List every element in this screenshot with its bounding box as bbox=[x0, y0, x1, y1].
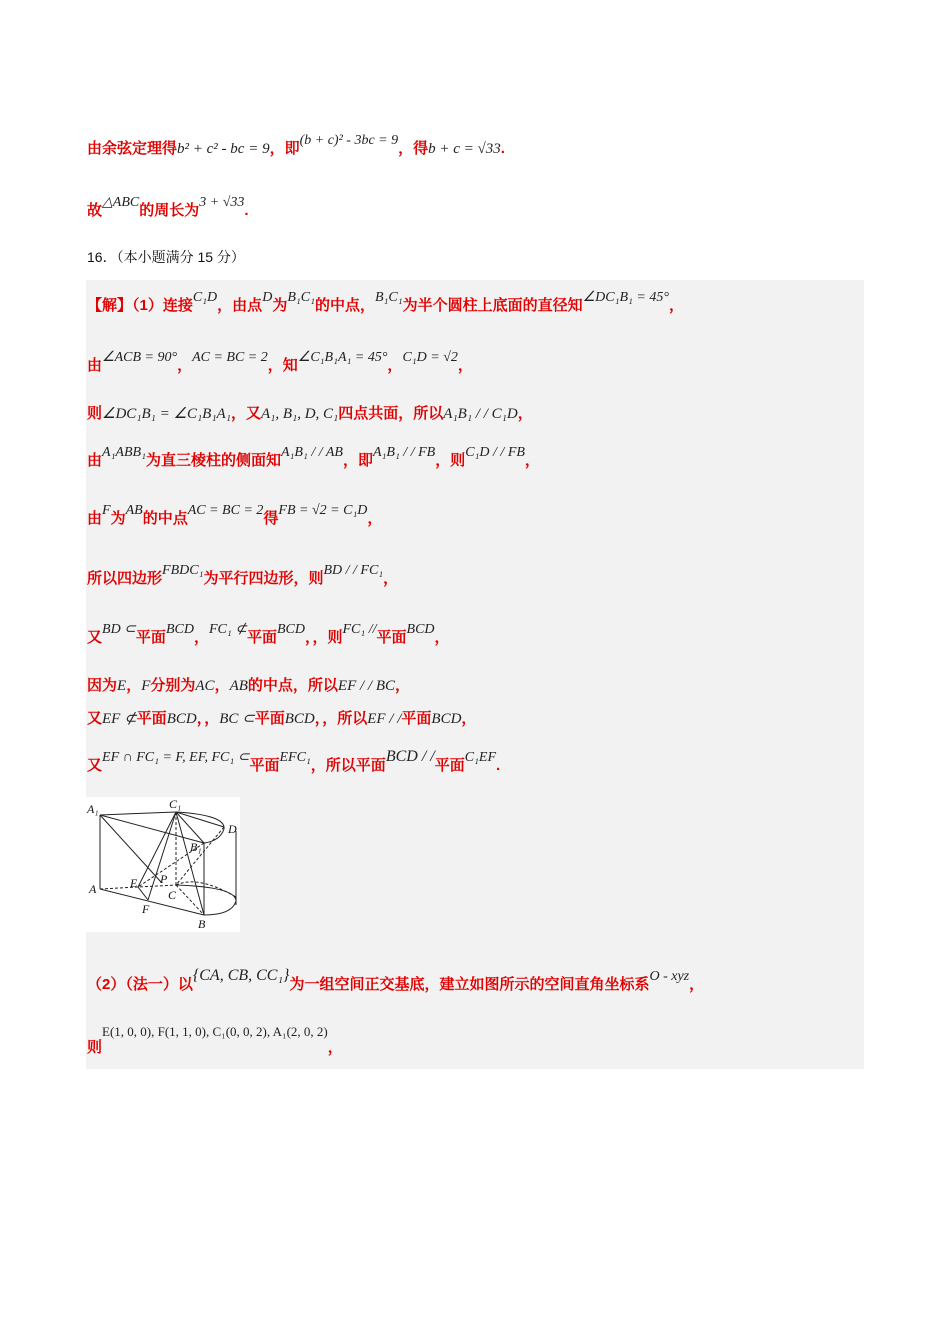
math: ∠C₁B₁A₁ = 45° bbox=[297, 350, 388, 365]
text: 平面 bbox=[246, 629, 277, 646]
text: 平面 bbox=[135, 629, 166, 646]
question-16-header bbox=[87, 246, 245, 268]
line-ef-parallel-plane bbox=[87, 708, 476, 730]
edge-a1c1 bbox=[100, 812, 176, 815]
line-part2-basis bbox=[87, 967, 705, 997]
text: . bbox=[500, 140, 505, 157]
line-part2-coords bbox=[87, 1024, 343, 1059]
text: （2）（法一）以 bbox=[87, 976, 193, 993]
arc-bottom-back bbox=[176, 882, 236, 897]
text: ，知 bbox=[267, 357, 298, 374]
label-a1: A₁ bbox=[87, 802, 99, 816]
math: B₁C₁ bbox=[287, 290, 315, 305]
text: ， bbox=[177, 357, 193, 374]
text: 为直三棱柱的侧面知 bbox=[145, 452, 281, 469]
text: ，则 bbox=[435, 452, 466, 469]
math: EF ⊄ bbox=[102, 711, 137, 727]
math: D bbox=[262, 290, 273, 305]
text: ， bbox=[668, 297, 684, 314]
text: ， bbox=[457, 357, 473, 374]
math: AC = BC = 2 bbox=[192, 350, 268, 365]
math: AC = BC = 2 bbox=[187, 503, 264, 518]
math: ∠DC₁B₁ = ∠C₁B₁A₁ bbox=[102, 406, 231, 422]
math: C₁D / / FB bbox=[465, 445, 525, 460]
math: BCD bbox=[284, 711, 315, 727]
line-plane-parallel bbox=[87, 748, 501, 778]
math: E(1, 0, 0), F(1, 1, 0), C₁(0, 0, 2), A₁(2, 0, 2) bbox=[102, 1024, 328, 1039]
text: . bbox=[496, 757, 501, 774]
math: b² + c² - bc = 9 bbox=[177, 141, 270, 157]
text: ， bbox=[689, 976, 705, 993]
text: ，所以平面 bbox=[310, 757, 386, 774]
text: ，，所以 bbox=[314, 710, 368, 727]
math: BCD bbox=[406, 622, 435, 637]
text: ， bbox=[193, 629, 209, 646]
math: A₁B₁ / / FB bbox=[372, 445, 436, 460]
text: 平面 bbox=[254, 710, 285, 727]
line-angle-acb bbox=[87, 350, 473, 378]
math: FBDC₁ bbox=[162, 563, 204, 578]
text: 的中点，所以 bbox=[247, 677, 338, 694]
text: 四点共面，所以 bbox=[338, 405, 444, 422]
math: F bbox=[141, 678, 151, 694]
text: 由 bbox=[87, 357, 103, 374]
text: ， bbox=[461, 710, 477, 727]
math: O - xyz bbox=[649, 969, 690, 984]
text: 平面 bbox=[376, 629, 407, 646]
text: 故 bbox=[87, 202, 103, 219]
label-a: A bbox=[89, 882, 97, 896]
label-c1: C₁ bbox=[169, 797, 182, 811]
text: ， bbox=[367, 510, 383, 527]
math: AC bbox=[195, 678, 215, 694]
text: 得 bbox=[263, 510, 279, 527]
math: A₁, B₁, D, C₁ bbox=[260, 406, 339, 422]
text: ，得 bbox=[398, 140, 429, 157]
line-c1e bbox=[138, 812, 176, 887]
text: 又 bbox=[87, 710, 103, 727]
math: EF / / BC bbox=[337, 678, 395, 694]
math: BD ⊂ bbox=[102, 622, 136, 637]
text: ，由点 bbox=[217, 297, 263, 314]
math: ∠ACB = 90° bbox=[102, 350, 178, 365]
label-d: D bbox=[228, 822, 237, 836]
text: 的中点 bbox=[142, 510, 188, 527]
text: 因为 bbox=[87, 677, 118, 694]
math: BD / / FC₁ bbox=[323, 563, 384, 578]
label-c: C bbox=[168, 888, 177, 902]
text: ，， bbox=[196, 710, 220, 727]
math: A₁B₁ / / C₁D bbox=[443, 406, 518, 422]
text: ， bbox=[517, 405, 533, 422]
text: ， bbox=[524, 452, 540, 469]
math: C₁EF bbox=[464, 750, 497, 765]
math: EFC₁ bbox=[279, 750, 311, 765]
line-dc bbox=[176, 827, 224, 885]
question-score-note: （本小题满分 15 分） bbox=[116, 249, 245, 265]
text: 则 bbox=[87, 405, 103, 422]
math: BCD bbox=[431, 711, 462, 727]
math: F bbox=[102, 503, 111, 518]
edge-a1b1 bbox=[100, 815, 204, 843]
text: 又 bbox=[87, 757, 103, 774]
math: (b + c)² - 3bc = 9 bbox=[299, 133, 399, 148]
math: C₁D = √2 bbox=[402, 350, 458, 365]
math: △ABC bbox=[102, 195, 140, 210]
label-b: B bbox=[198, 917, 206, 931]
math: b + c = √33 bbox=[428, 141, 501, 157]
math: AB bbox=[229, 678, 248, 694]
label-b1: B₁ bbox=[190, 840, 202, 854]
math: EF ∩ FC₁ = F, EF, FC₁ ⊂ bbox=[102, 750, 250, 765]
line-c1f bbox=[148, 812, 176, 900]
text: ，，则 bbox=[304, 629, 343, 646]
label-e: E bbox=[130, 876, 138, 890]
text: ， bbox=[383, 570, 399, 587]
text: ， bbox=[126, 677, 142, 694]
math: {CA, CB, CC₁} bbox=[192, 967, 290, 984]
line-ef-parallel-bc bbox=[87, 675, 410, 697]
text: ， bbox=[327, 1039, 343, 1056]
label-p: P bbox=[160, 872, 168, 886]
text: 平面 bbox=[401, 710, 432, 727]
text: 平面 bbox=[434, 757, 465, 774]
label-f: F bbox=[142, 902, 150, 916]
math: A₁B₁ / / AB bbox=[280, 445, 343, 460]
math: AB bbox=[125, 503, 143, 518]
text: 平面 bbox=[249, 757, 280, 774]
text: 则 bbox=[87, 1039, 103, 1056]
text: 为半个圆柱上底面的直径知 bbox=[402, 297, 583, 314]
math: BCD bbox=[165, 622, 194, 637]
math: FC₁ // bbox=[342, 622, 377, 637]
text: 为一组空间正交基底，建立如图所示的空间直角坐标系 bbox=[289, 976, 650, 993]
text: ， bbox=[434, 629, 450, 646]
text: 为 bbox=[110, 510, 126, 527]
text: 的中点， bbox=[314, 297, 375, 314]
math: C₁D bbox=[192, 290, 218, 305]
text: ， bbox=[214, 677, 230, 694]
math: A₁ABB₁ bbox=[102, 445, 146, 460]
math: BC ⊂ bbox=[219, 711, 255, 727]
math: E bbox=[117, 678, 127, 694]
math: FB = √2 = C₁D bbox=[278, 503, 368, 518]
text: 分别为 bbox=[150, 677, 196, 694]
text: 为平行四边形，则 bbox=[203, 570, 324, 587]
text: ， bbox=[387, 357, 403, 374]
figure-svg bbox=[86, 797, 240, 932]
text: . bbox=[244, 202, 249, 219]
math: ∠DC₁B₁ = 45° bbox=[582, 290, 669, 305]
line-cosine-law bbox=[87, 133, 505, 161]
edge-ab bbox=[100, 889, 204, 915]
line-solution-1-start bbox=[87, 290, 684, 318]
line-midpoint-f bbox=[87, 503, 383, 531]
text: ，又 bbox=[230, 405, 261, 422]
math: FC₁ ⊄ bbox=[208, 622, 247, 637]
text: 由余弦定理得 bbox=[87, 140, 178, 157]
text: 为 bbox=[272, 297, 288, 314]
text: 的周长为 bbox=[139, 202, 200, 219]
math: 3 + √33 bbox=[199, 195, 245, 210]
prism-half-cylinder-figure bbox=[86, 797, 240, 932]
line-perimeter bbox=[87, 195, 249, 223]
text: ，即 bbox=[269, 140, 300, 157]
text: 所以四边形 bbox=[87, 570, 163, 587]
line-a1p bbox=[100, 815, 161, 882]
line-fc1-parallel-plane bbox=[87, 622, 450, 650]
math: EF / / bbox=[367, 711, 402, 727]
math: B₁C₁ bbox=[374, 290, 403, 305]
text: 由 bbox=[87, 510, 103, 527]
math: BCD bbox=[276, 622, 305, 637]
line-parallelogram bbox=[87, 563, 399, 591]
question-number: 16． bbox=[87, 249, 117, 265]
math: BCD / / bbox=[385, 748, 435, 765]
text: 平面 bbox=[136, 710, 167, 727]
text: 由 bbox=[87, 452, 103, 469]
text: ， bbox=[395, 677, 411, 694]
text: 又 bbox=[87, 629, 103, 646]
line-prism-side bbox=[87, 445, 540, 473]
line-coplanar bbox=[87, 403, 533, 425]
line-ef bbox=[138, 887, 148, 900]
text: 【解】（1）连接 bbox=[87, 297, 193, 314]
text: ，即 bbox=[342, 452, 373, 469]
math: BCD bbox=[166, 711, 197, 727]
